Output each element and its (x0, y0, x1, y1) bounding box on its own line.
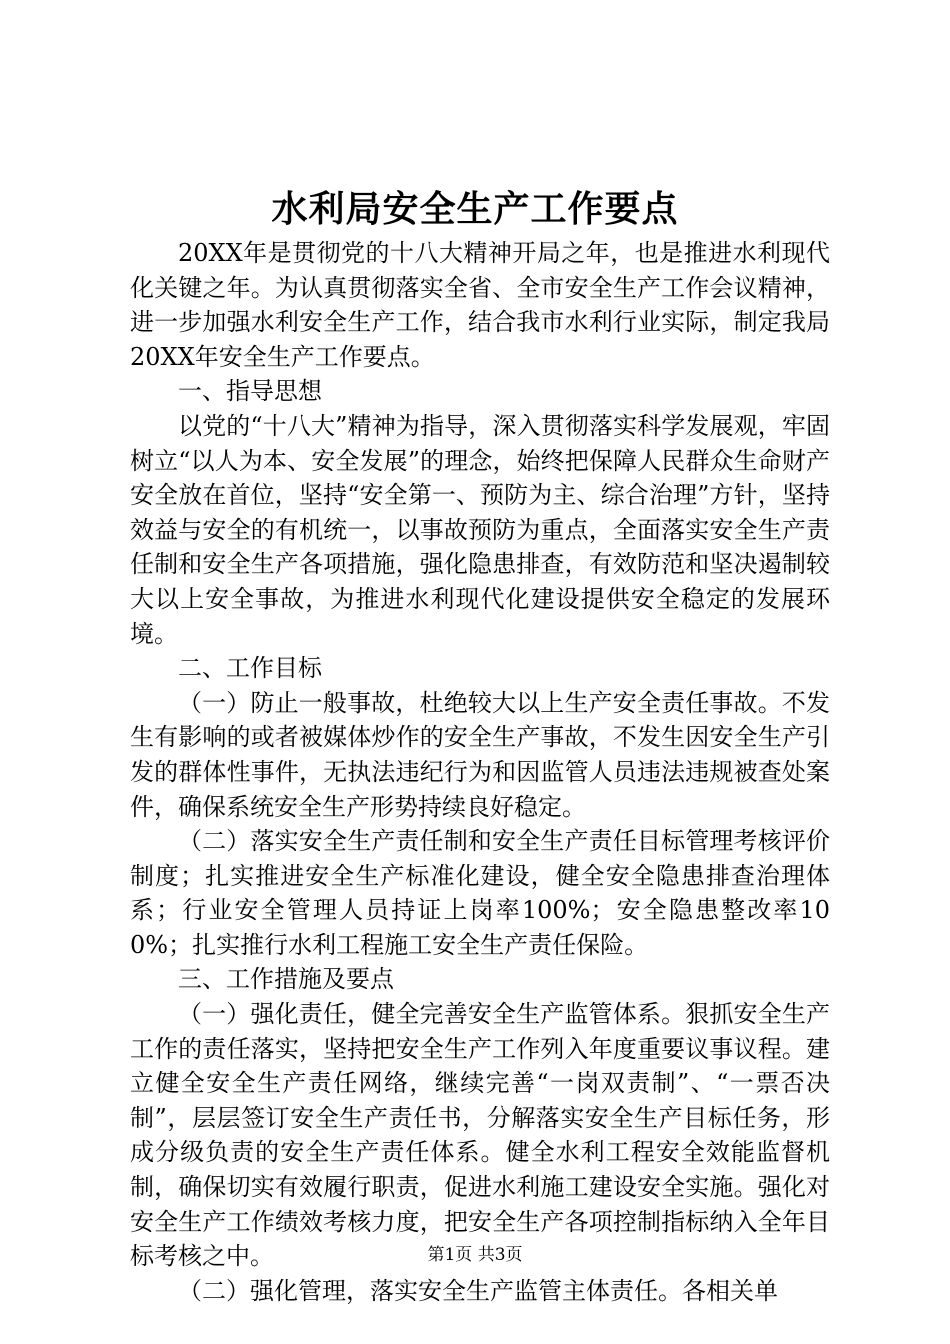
guiding-ideology-paragraph: 以党的“十八大”精神为指导，深入贯彻落实科学发展观，牢固树立“以人为本、安全发展”的理念，始终把保障人民群众生命财产安全放在首位，坚持“安全第一、预防为主、综合治理”方针，坚持效益与安全的有机统一，以事故预防为重点，全面落实安全生产责任制和安全生产各项措施，强化隐患排查，有效防范和坚决遏制较大以上安全事故，为推进水利现代化建设提供安全稳定的发展环境。 (130, 411, 830, 648)
document-title: 水利局安全生产工作要点 (271, 188, 679, 230)
work-goal-2-paragraph: （二）落实安全生产责任制和安全生产责任目标管理考核评价制度；扎实推进安全生产标准化建设，健全安全隐患排查治理体系；行业安全管理人员持证上岗率100%；安全隐患整改率100%；扎实推行水利工程施工安全生产责任保险。 (130, 827, 830, 959)
section-heading-guiding-ideology: 一、指导思想 (178, 377, 322, 406)
section-heading-measures: 三、工作措施及要点 (178, 965, 394, 994)
measure-2-paragraph: （二）强化管理，落实安全生产监管主体责任。各相关单 (178, 1276, 778, 1305)
section-heading-work-goals: 二、工作目标 (178, 654, 322, 683)
intro-paragraph: 20XX年是贯彻党的十八大精神开局之年，也是推进水利现代化关键之年。为认真贯彻落实全省、全市安全生产工作会议精神，进一步加强水利安全生产工作，结合我市水利行业实际，制定我局20XX年安全生产工作要点。 (130, 239, 830, 371)
document-body (130, 236, 830, 1308)
work-goal-1-paragraph: （一）防止一般事故，杜绝较大以上生产安全责任事故。不发生有影响的或者被媒体炒作的安全生产事故，不发生因安全生产引发的群体性事件，无执法违纪行为和因监管人员违法违规被查处案件，确保系统安全生产形势持续良好稳定。 (130, 688, 830, 821)
measure-1-paragraph: （一）强化责任，健全完善安全生产监管体系。狠抓安全生产工作的责任落实，坚持把安全生产工作列入年度重要议事议程。建立健全安全生产责任网络，继续完善“一岗双责制”、“一票否决制”，层层签订安全生产责任书，分解落实安全生产目标任务，形成分级负责的安全生产责任体系。健全水利工程安全效能监督机制，确保切实有效履行职责，促进水利施工建设安全实施。强化对安全生产工作绩效考核力度，把安全生产各项控制指标纳入全年目标考核之中。 (130, 1000, 830, 1271)
page-footer: 第1页 共3页 (427, 1245, 523, 1265)
